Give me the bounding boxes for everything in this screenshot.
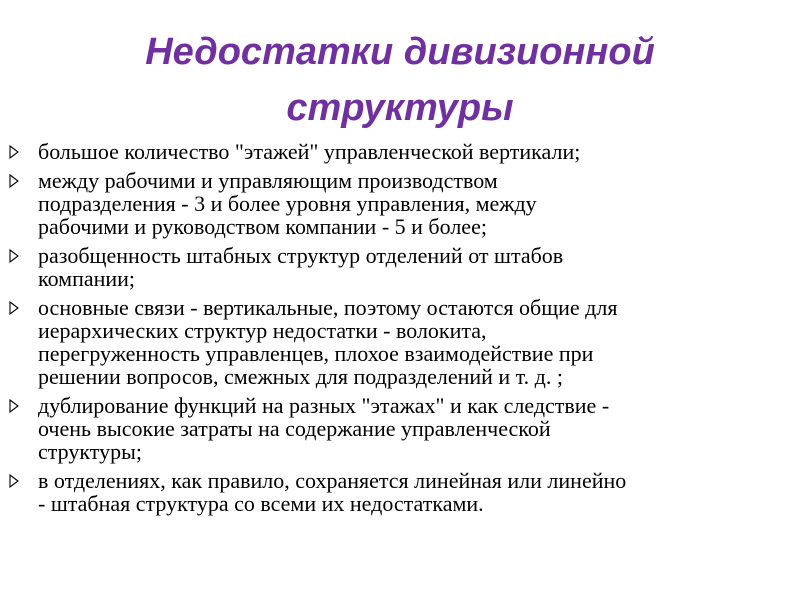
hollow-triangle-bullet-icon: [9, 399, 19, 413]
hollow-triangle-bullet-icon: [9, 249, 19, 263]
bullet-text-line: разобщенность штабных структур отделений от штабов: [38, 243, 564, 268]
title-line-1: Недостатки дивизионной: [145, 31, 655, 73]
bullet-item: [0, 296, 800, 388]
bullet-list: [0, 140, 800, 521]
bullet-item: [0, 394, 800, 463]
bullet-text-line: между рабочими и управляющим производством: [38, 168, 498, 193]
hollow-triangle-bullet-icon: [9, 174, 19, 188]
bullet-text-line: рабочими и руководством компании - 5 и более;: [38, 214, 487, 239]
bullet-text-line: перегруженность управленцев, плохое взаимодействие при: [38, 341, 594, 366]
bullet-text-line: основные связи - вертикальные, поэтому остаются общие для: [38, 295, 618, 320]
bullet-text-line: подразделения - 3 и более уровня управления, между: [38, 191, 537, 216]
bullet-item: [0, 140, 800, 163]
bullet-item: [0, 169, 800, 238]
bullet-text-line: большое количество "этажей" управленческой вертикали;: [38, 139, 581, 164]
bullet-item: [0, 469, 800, 515]
bullet-text-line: решении вопросов, смежных для подразделений и т. д. ;: [38, 364, 563, 389]
hollow-triangle-bullet-icon: [9, 145, 19, 159]
title-line-2: структуры: [286, 87, 514, 129]
bullet-text-line: иерархических структур недостатки - волокита,: [38, 318, 487, 343]
slide-title: [0, 24, 800, 136]
bullet-text-line: очень высокие затраты на содержание управленческой: [38, 416, 551, 441]
bullet-text-line: структуры;: [38, 439, 142, 464]
bullet-item: [0, 244, 800, 290]
hollow-triangle-bullet-icon: [9, 301, 19, 315]
bullet-text-line: дублирование функций на разных "этажах" и как следствие -: [38, 393, 610, 418]
bullet-text-line: - штабная структура со всеми их недостатками.: [38, 491, 484, 516]
bullet-text-line: в отделениях, как правило, сохраняется линейная или линейно: [38, 468, 627, 493]
bullet-text-line: компании;: [38, 266, 136, 291]
hollow-triangle-bullet-icon: [9, 474, 19, 488]
